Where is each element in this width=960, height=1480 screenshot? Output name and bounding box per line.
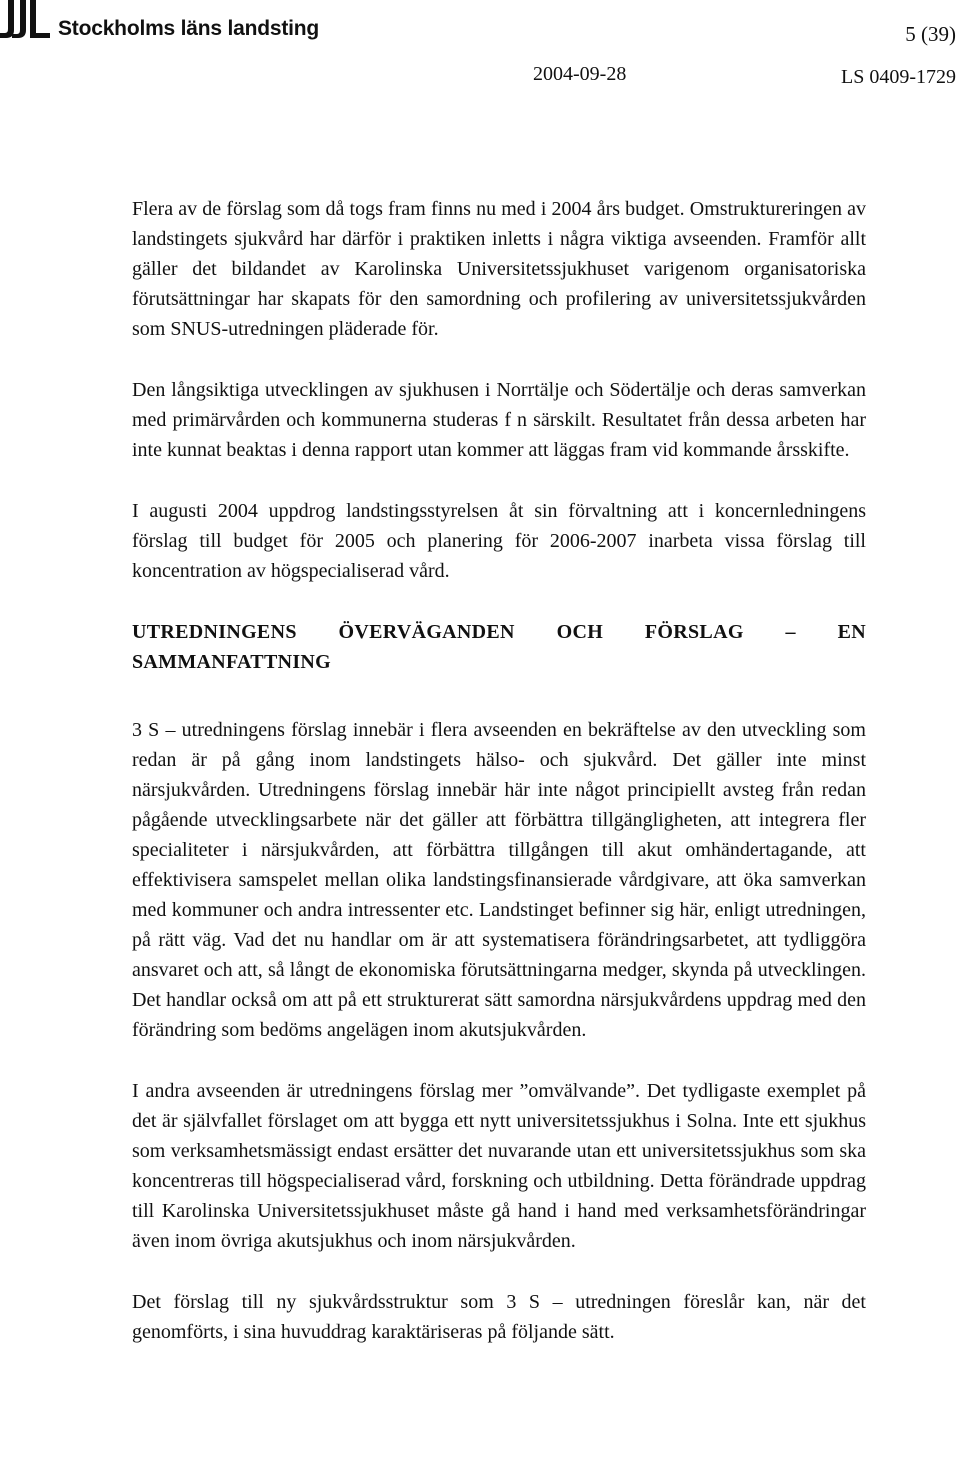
page-header	[0, 0, 960, 90]
page-number: 5 (39)	[905, 22, 956, 46]
body-paragraph: Den långsiktiga utvecklingen av sjukhusen i Norrtälje och Södertälje och deras samverkan med primärvården och kommunerna studeras f n särskilt. Resultatet från dessa arbeten har inte kunnat beaktas i denna rapport utan kommer att läggas fram vid kommande årsskifte.	[132, 379, 866, 461]
body-paragraph: Flera av de förslag som då togs fram finns nu med i 2004 års budget. Omstruktureringen av landstingets sjukvård har därför i praktiken inletts i några viktiga avseenden. Framför allt gäller det bildandet av Karolinska Universitetssjukhuset varigenom organisatoriska förutsättningar har skapats för den samordning och profilering av universitetssjukvården som SNUS-utredningen pläderade för.	[132, 198, 866, 340]
document-date: 2004-09-28	[533, 63, 627, 85]
organization-name: Stockholms läns landsting	[58, 17, 320, 40]
body-paragraph: I augusti 2004 uppdrog landstingsstyrelsen åt sin förvaltning att i koncernledningens förslag till budget för 2005 och planering för 2006-2007 inarbeta vissa förslag till koncentration av högspecialiserad vård.	[132, 500, 866, 582]
section-paragraph: I andra avseenden är utredningens förslag mer ”omvälvande”. Det tydligaste exemplet på det är självfallet förslaget om att bygga ett nytt universitetssjukhus i Solna. Inte ett sjukhus som verksamhetsmässigt endast ersätter det nuvarande utan ett universitetssjukhus som ska koncentreras till högspecialiserad vård, forskning och utbildning. Detta förändrade uppdrag till Karolinska Universitetssjukhuset måste gå hand i hand med verksamhetsförändringar även inom övriga akutsjukhus och inom närsjukvården.	[132, 1080, 866, 1252]
document-body	[132, 194, 866, 1378]
section-heading: UTREDNINGENS ÖVERVÄGANDEN OCH FÖRSLAG – EN SAMMANFATTNING	[132, 621, 866, 673]
sll-logo-icon	[0, 0, 52, 40]
document-reference: LS 0409-1729	[841, 66, 956, 88]
section-paragraph: Det förslag till ny sjukvårdsstruktur som 3 S – utredningen föreslår kan, när det genomförts, i sina huvuddrag karaktäriseras på följande sätt.	[132, 1291, 866, 1343]
section-paragraph: 3 S – utredningens förslag innebär i flera avseenden en bekräftelse av den utveckling som redan är på gång inom landstingets hälso- och sjukvård. Det gäller inte minst närsjukvården. Utredningens förslag innebär här inte något principiellt avsteg från redan pågående utvecklingsarbete när det gäller att förbättra tillgängligheten, att integrera fler specialiteter i närsjukvården, att förbättra tillgången till akut omhändertagande, att effektivisera samspelet mellan olika landstingsfinansierade vårdgivare, att öka samverkan med kommuner och andra intressenter etc. Landstinget befinner sig här, enligt utredningen, på rätt väg. Vad det nu handlar om är att systematisera förändringsarbetet, att tydliggöra ansvaret och att, så långt de ekonomiska förutsättningarna medger, skynda på utvecklingen. Det handlar också om att på ett strukturerat sätt samordna närsjukvårdens uppdrag med den förändring som bedöms angelägen inom akutsjukvården.	[132, 719, 866, 1041]
